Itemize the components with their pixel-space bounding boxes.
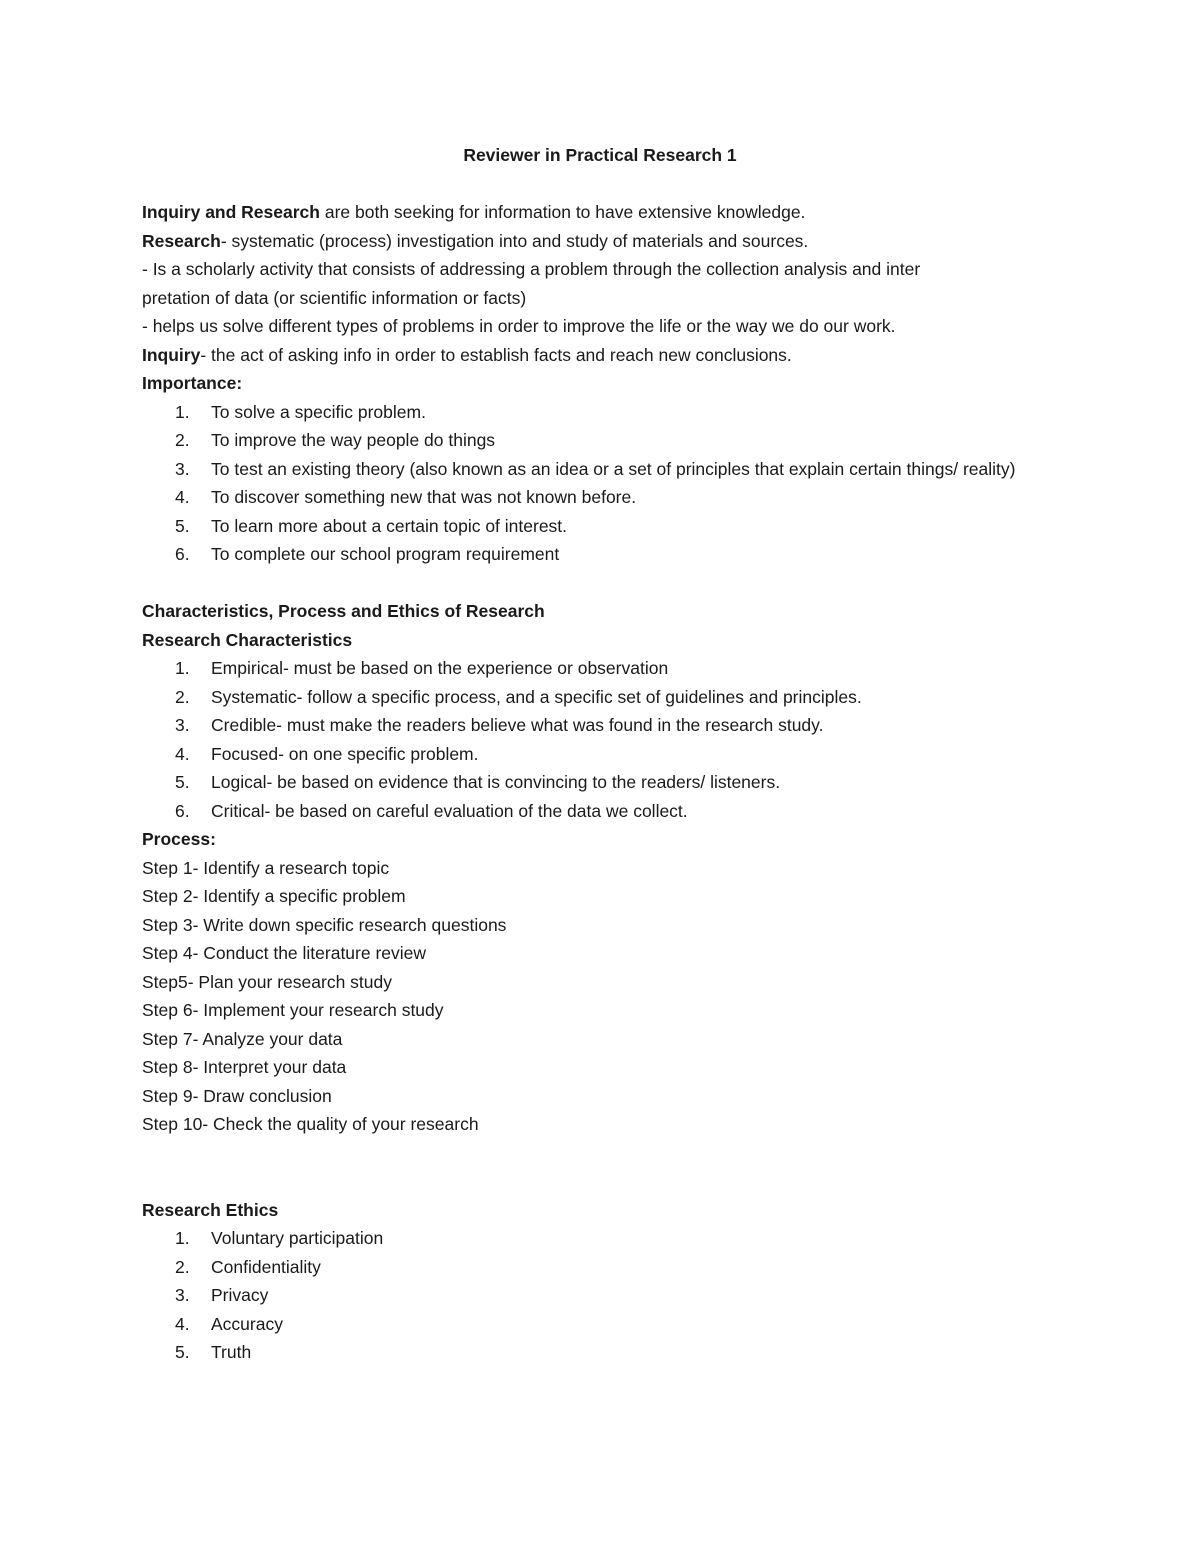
importance-heading [142, 369, 1062, 398]
intro-inquiry-research-text: are both seeking for information to have extensive knowledge. [319, 202, 806, 222]
characteristics-heading-text: Research Characteristics [142, 629, 353, 650]
list-item-text: Confidentiality [211, 1256, 321, 1277]
inquiry-definition-text: - the act of asking info in order to establish facts and reach new conclusions. [200, 344, 792, 365]
list-item [142, 398, 1062, 427]
process-step: Step 8- Interpret your data [142, 1057, 347, 1077]
list-number: 5. [175, 772, 190, 792]
intro-inquiry-definition [142, 341, 1062, 370]
list-item [142, 1224, 1062, 1253]
ethics-heading-text: Research Ethics [142, 1199, 279, 1220]
characteristics-heading [142, 626, 1062, 655]
list-item-text: Critical- be based on careful evaluation of the data we collect. [211, 800, 688, 821]
list-number: 1. [175, 1228, 190, 1248]
process-heading-text: Process: [142, 829, 216, 849]
list-item [142, 1281, 1062, 1310]
list-item [142, 1338, 1062, 1367]
list-item [142, 683, 1062, 712]
list-item [142, 711, 1062, 740]
characteristics-list [142, 654, 1062, 825]
importance-heading-text: Importance: [142, 373, 243, 393]
list-item-text: Accuracy [211, 1313, 283, 1334]
list-item [142, 1253, 1062, 1282]
process-step: Step 2- Identify a specific problem [142, 886, 406, 906]
intro-inquiry-research [142, 198, 1062, 227]
importance-list [142, 398, 1062, 569]
ethics-heading [142, 1196, 1062, 1225]
process-step: Step 4- Conduct the literature review [142, 943, 427, 963]
document-body [142, 141, 1062, 1367]
list-number: 2. [175, 430, 190, 450]
list-item [142, 654, 1062, 683]
section-heading [142, 597, 1062, 626]
list-number: 1. [175, 658, 190, 678]
list-item [142, 455, 1062, 484]
section-heading-text: Characteristics, Process and Ethics of Research [142, 601, 545, 621]
list-item-text: To solve a specific problem. [211, 401, 426, 422]
process-step: Step5- Plan your research study [142, 971, 392, 992]
list-item-text: Credible- must make the readers believe what was found in the research study. [211, 715, 824, 735]
term-inquiry: Inquiry [142, 344, 201, 365]
list-number: 5. [175, 515, 190, 536]
list-item-text: Focused- on one specific problem. [211, 743, 479, 764]
term-research: Research [142, 230, 221, 251]
process-heading [142, 825, 1062, 854]
list-number: 5. [175, 1342, 190, 1362]
list-number: 4. [175, 743, 190, 764]
list-item [142, 426, 1062, 455]
list-number: 6. [175, 800, 190, 821]
list-item-text: To test an existing theory (also known as an idea or a set of principles that explain certain things/ reality) [211, 458, 1016, 479]
process-step: Step 3- Write down specific research questions [142, 914, 507, 935]
list-item [142, 540, 1062, 569]
list-number: 3. [175, 1285, 190, 1305]
list-item-text: Systematic- follow a specific process, and a specific set of guidelines and principles. [211, 686, 862, 707]
research-line-4: - helps us solve different types of problems in order to improve the life or the way we do our work. [142, 316, 896, 336]
list-item [142, 797, 1062, 826]
page-title: Reviewer in Practical Research 1 [463, 145, 737, 165]
research-line-3: pretation of data (or scientific information or facts) [142, 287, 527, 308]
process-step: Step 1- Identify a research topic [142, 857, 390, 878]
list-item-text: To learn more about a certain topic of interest. [211, 515, 568, 536]
list-number: 2. [175, 686, 190, 707]
list-number: 3. [175, 458, 190, 479]
research-definition-text: - systematic (process) investigation into and study of materials and sources. [220, 230, 809, 251]
list-number: 3. [175, 715, 190, 735]
list-item-text: To discover something new that was not known before. [211, 487, 637, 507]
list-number: 4. [175, 1313, 190, 1334]
list-item-text: Logical- be based on evidence that is convincing to the readers/ listeners. [211, 772, 781, 792]
list-item-text: Privacy [211, 1285, 269, 1305]
process-step: Step 7- Analyze your data [142, 1028, 343, 1049]
list-number: 4. [175, 487, 190, 507]
process-step: Step 10- Check the quality of your research [142, 1114, 479, 1134]
list-item-text: To complete our school program requirement [211, 544, 560, 564]
list-item-text: Empirical- must be based on the experience or observation [211, 658, 669, 678]
research-line-2: - Is a scholarly activity that consists of addressing a problem through the collection analysis and inter [142, 259, 921, 279]
ethics-list [142, 1224, 1062, 1367]
list-item-text: Voluntary participation [211, 1228, 384, 1248]
list-number: 1. [175, 401, 190, 422]
process-step: Step 6- Implement your research study [142, 1000, 444, 1020]
list-item [142, 768, 1062, 797]
list-item [142, 1310, 1062, 1339]
intro-research-definition [142, 227, 1062, 256]
process-step: Step 9- Draw conclusion [142, 1085, 332, 1106]
list-item [142, 512, 1062, 541]
list-number: 6. [175, 544, 190, 564]
list-item-text: Truth [211, 1342, 252, 1362]
list-item [142, 740, 1062, 769]
list-number: 2. [175, 1256, 190, 1277]
list-item-text: To improve the way people do things [211, 430, 496, 450]
list-item [142, 483, 1062, 512]
term-inquiry-research: Inquiry and Research [142, 202, 320, 222]
